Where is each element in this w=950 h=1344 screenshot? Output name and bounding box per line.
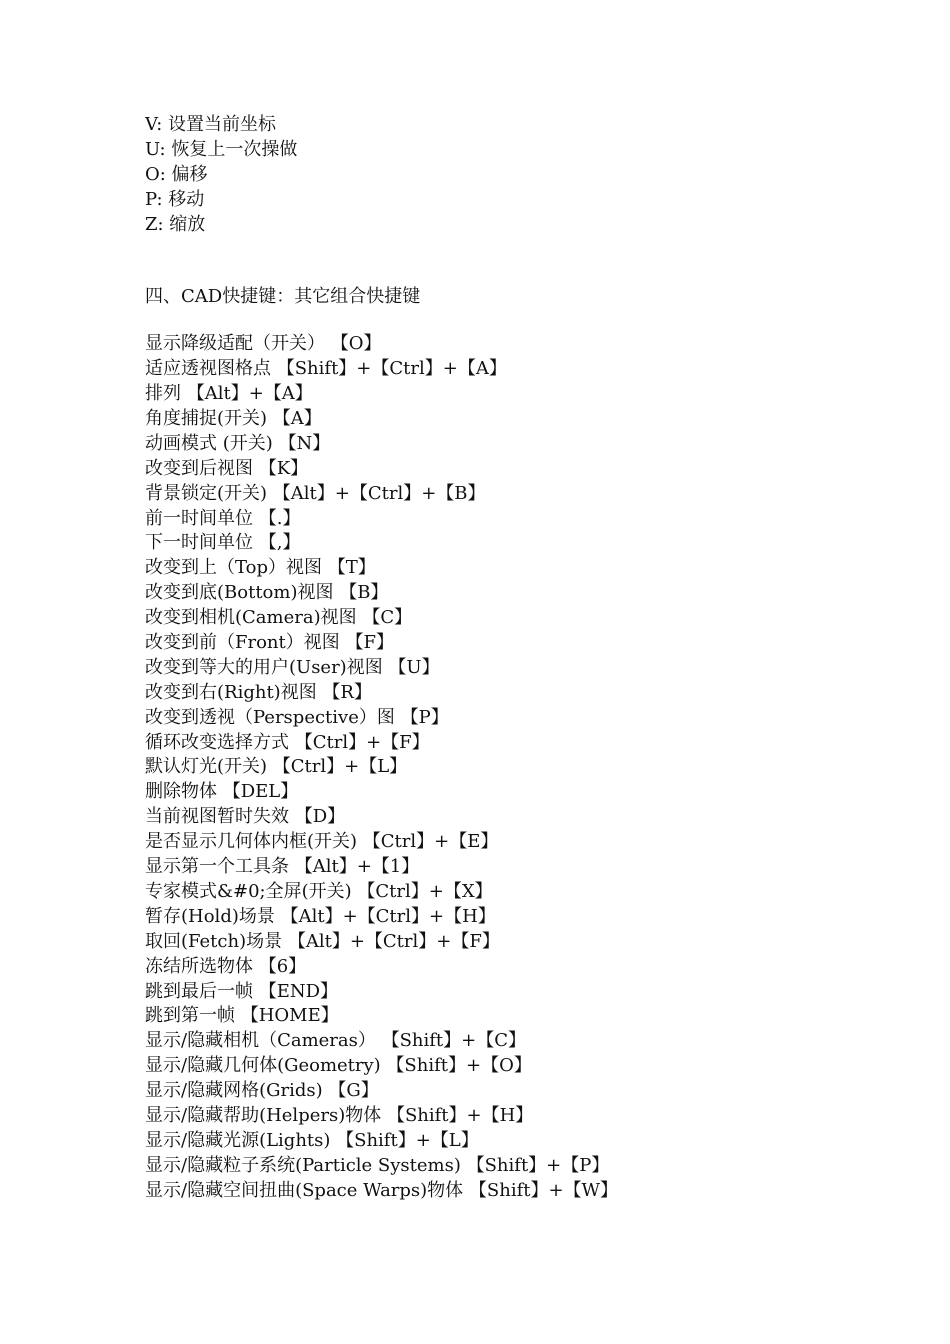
shortcut-line: 删除物体 【DEL】 <box>145 781 299 803</box>
shortcut-line: 改变到后视图 【K】 <box>145 457 309 479</box>
shortcut-line: 显示/隐藏帮助(Helpers)物体 【Shift】+【H】 <box>145 1104 534 1126</box>
shortcut-line: 角度捕捉(开关) 【A】 <box>145 408 322 430</box>
shortcut-line: 冻结所选物体 【6】 <box>145 955 307 977</box>
hotkey-line: O: 偏移 <box>145 163 208 185</box>
shortcut-line: 背景锁定(开关) 【Alt】+【Ctrl】+【B】 <box>145 482 486 504</box>
shortcut-line: 前一时间单位 【.】 <box>145 507 301 529</box>
shortcut-line: 显示/隐藏网格(Grids) 【G】 <box>145 1080 379 1102</box>
shortcut-line: 改变到等大的用户(User)视图 【U】 <box>145 656 440 678</box>
shortcut-line: 默认灯光(开关) 【Ctrl】+【L】 <box>145 756 408 778</box>
hotkey-line: U: 恢复上一次操做 <box>145 138 298 160</box>
shortcut-line: 跳到最后一帧 【END】 <box>145 980 339 1002</box>
shortcut-line: 适应透视图格点 【Shift】+【Ctrl】+【A】 <box>145 358 507 380</box>
shortcut-line: 当前视图暂时失效 【D】 <box>145 806 346 828</box>
shortcut-line: 循环改变选择方式 【Ctrl】+【F】 <box>145 731 430 753</box>
shortcut-line: 显示/隐藏空间扭曲(Space Warps)物体 【Shift】+【W】 <box>145 1179 619 1201</box>
shortcut-line: 改变到底(Bottom)视图 【B】 <box>145 582 389 604</box>
shortcut-line: 改变到前（Front）视图 【F】 <box>145 632 394 654</box>
shortcut-list <box>145 332 905 1203</box>
hotkey-line: V: 设置当前坐标 <box>145 114 276 135</box>
shortcut-line: 改变到透视（Perspective）图 【P】 <box>145 706 449 728</box>
spacer <box>145 310 905 332</box>
shortcut-line: 取回(Fetch)场景 【Alt】+【Ctrl】+【F】 <box>145 930 500 952</box>
shortcut-line: 改变到上（Top）视图 【T】 <box>145 557 376 579</box>
shortcut-line: 显示第一个工具条 【Alt】+【1】 <box>145 856 420 878</box>
shortcut-line: 显示/隐藏光源(Lights) 【Shift】+【L】 <box>145 1129 479 1151</box>
shortcut-line: 专家模式&#0;全屏(开关) 【Ctrl】+【X】 <box>145 880 493 902</box>
shortcut-line: 排列 【Alt】+【A】 <box>145 383 313 405</box>
section-heading: 四、CAD快捷键：其它组合快捷键 <box>145 286 421 308</box>
shortcut-line: 显示/隐藏相机（Cameras） 【Shift】+【C】 <box>145 1030 527 1052</box>
hotkey-line: P: 移动 <box>145 188 205 210</box>
shortcut-line: 改变到相机(Camera)视图 【C】 <box>145 607 413 629</box>
shortcut-line: 动画模式 (开关) 【N】 <box>145 432 331 454</box>
shortcut-line: 是否显示几何体内框(开关) 【Ctrl】+【E】 <box>145 831 499 853</box>
shortcut-line: 跳到第一帧 【HOME】 <box>145 1005 339 1027</box>
spacer <box>145 237 905 285</box>
shortcut-line: 显示/隐藏粒子系统(Particle Systems) 【Shift】+【P】 <box>145 1154 610 1176</box>
hotkey-list-top <box>145 113 905 237</box>
shortcut-line: 显示降级适配（开关） 【O】 <box>145 333 382 355</box>
hotkey-line: Z: 缩放 <box>145 213 206 235</box>
document-content <box>145 113 905 1204</box>
shortcut-line: 显示/隐藏几何体(Geometry) 【Shift】+【O】 <box>145 1055 532 1077</box>
shortcut-line: 下一时间单位 【,】 <box>145 532 301 554</box>
shortcut-line: 暂存(Hold)场景 【Alt】+【Ctrl】+【H】 <box>145 905 496 927</box>
shortcut-line: 改变到右(Right)视图 【R】 <box>145 681 372 703</box>
